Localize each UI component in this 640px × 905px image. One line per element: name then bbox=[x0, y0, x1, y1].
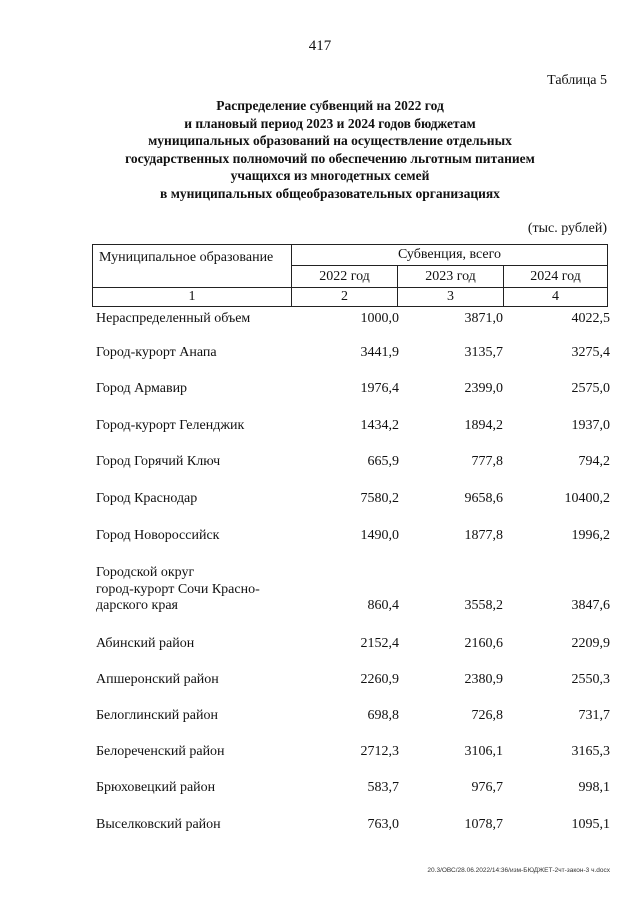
name-line: Город Новороссийск bbox=[96, 528, 220, 543]
value-2022: 1000,0 bbox=[360, 311, 399, 326]
row-municipality-name bbox=[96, 672, 219, 689]
value-2023: 777,8 bbox=[471, 454, 503, 469]
row-municipality-name bbox=[96, 708, 218, 725]
value-2023: 3558,2 bbox=[464, 598, 503, 613]
value-2023: 3135,7 bbox=[464, 345, 503, 360]
units-label: (тыс. рублей) bbox=[527, 221, 607, 236]
name-line: Апшеронский район bbox=[96, 672, 219, 687]
row-municipality-name bbox=[96, 636, 194, 653]
value-2022: 583,7 bbox=[367, 780, 399, 795]
value-2024: 2575,0 bbox=[571, 381, 610, 396]
title-line: государственных полномочий по обеспечению льготным питанием bbox=[125, 150, 535, 166]
value-2024: 3165,3 bbox=[571, 744, 610, 759]
header-column-number: 1 bbox=[92, 287, 292, 307]
row-municipality-name bbox=[96, 491, 197, 508]
value-2022: 2712,3 bbox=[360, 744, 399, 759]
value-2024: 731,7 bbox=[578, 708, 610, 723]
header-column-number: 4 bbox=[503, 287, 608, 307]
value-2023: 1877,8 bbox=[464, 528, 503, 543]
value-2024: 1937,0 bbox=[571, 418, 610, 433]
name-line: Городской округ bbox=[96, 565, 195, 580]
value-2023: 3871,0 bbox=[464, 311, 503, 326]
title-line: в муниципальных общеобразовательных организациях bbox=[160, 185, 500, 201]
name-line: Город-курорт Геленджик bbox=[96, 418, 245, 433]
name-line: Город Горячий Ключ bbox=[96, 454, 221, 469]
value-2024: 3275,4 bbox=[571, 345, 610, 360]
name-line: Белоглинский район bbox=[96, 708, 218, 723]
header-subvention-total: Субвенция, всего bbox=[291, 244, 608, 266]
row-municipality-name bbox=[96, 345, 217, 362]
row-municipality-name bbox=[96, 817, 221, 834]
name-line: город-курорт Сочи Красно- bbox=[96, 581, 260, 597]
value-2023: 726,8 bbox=[471, 708, 503, 723]
page-number: 417 bbox=[308, 38, 332, 54]
row-municipality-name bbox=[96, 454, 220, 471]
value-2022: 3441,9 bbox=[360, 345, 399, 360]
value-2024: 2550,3 bbox=[571, 672, 610, 687]
row-municipality-name bbox=[96, 528, 219, 545]
value-2024: 10400,2 bbox=[564, 491, 610, 506]
value-2022: 2152,4 bbox=[360, 636, 399, 651]
value-2023: 2160,6 bbox=[464, 636, 503, 651]
document-footer: 20.3/ОВС/28.06.2022/14:36/изм-БЮДЖЕТ-2чт-закон-3 ч.docx bbox=[427, 867, 610, 874]
value-2022: 2260,9 bbox=[360, 672, 399, 687]
header-column-number: 3 bbox=[397, 287, 504, 307]
row-municipality-name bbox=[96, 418, 244, 435]
name-line: Белореченский район bbox=[96, 744, 225, 759]
value-2024: 1095,1 bbox=[571, 817, 610, 832]
header-year-2024: 2024 год bbox=[503, 265, 608, 288]
value-2022: 1976,4 bbox=[360, 381, 399, 396]
value-2024: 2209,9 bbox=[571, 636, 610, 651]
value-2022: 698,8 bbox=[367, 708, 399, 723]
name-line: Город Краснодар bbox=[96, 491, 198, 506]
title-line: и плановый период 2023 и 2024 годов бюджетам bbox=[184, 115, 476, 131]
name-line: Нераспределенный объем bbox=[96, 311, 251, 326]
value-2024: 1996,2 bbox=[571, 528, 610, 543]
title-line: учащихся из многодетных семей bbox=[230, 168, 430, 184]
row-municipality-name bbox=[96, 381, 187, 398]
header-column-number: 2 bbox=[291, 287, 398, 307]
name-line: Брюховецкий район bbox=[96, 780, 216, 795]
value-2024: 998,1 bbox=[578, 780, 610, 795]
value-2022: 860,4 bbox=[367, 598, 399, 613]
name-line: Город Армавир bbox=[96, 381, 188, 396]
name-line: дарского края bbox=[96, 598, 178, 613]
value-2022: 1490,0 bbox=[360, 528, 399, 543]
row-municipality-name bbox=[96, 780, 215, 797]
value-2024: 794,2 bbox=[578, 454, 610, 469]
row-municipality-name bbox=[96, 744, 225, 761]
table-label: Таблица 5 bbox=[547, 73, 607, 88]
name-line: Выселковский район bbox=[96, 817, 221, 832]
value-2023: 9658,6 bbox=[464, 491, 503, 506]
value-2023: 2399,0 bbox=[464, 381, 503, 396]
title-line: Распределение субвенций на 2022 год bbox=[216, 98, 444, 113]
value-2022: 7580,2 bbox=[360, 491, 399, 506]
value-2023: 1894,2 bbox=[464, 418, 503, 433]
value-2023: 3106,1 bbox=[464, 744, 503, 759]
row-municipality-name bbox=[96, 311, 250, 328]
value-2023: 976,7 bbox=[471, 780, 503, 795]
row-municipality-name bbox=[96, 565, 260, 615]
header-year-2023: 2023 год bbox=[397, 265, 504, 288]
header-municipality: Муниципальное образование bbox=[92, 244, 292, 288]
value-2022: 763,0 bbox=[367, 817, 399, 832]
value-2024: 4022,5 bbox=[571, 311, 610, 326]
title-line: муниципальных образований на осуществление отдельных bbox=[148, 133, 512, 149]
value-2022: 1434,2 bbox=[360, 418, 399, 433]
value-2023: 2380,9 bbox=[464, 672, 503, 687]
name-line: Абинский район bbox=[96, 636, 195, 651]
value-2023: 1078,7 bbox=[464, 817, 503, 832]
header-year-2022: 2022 год bbox=[291, 265, 398, 288]
value-2024: 3847,6 bbox=[571, 598, 610, 613]
value-2022: 665,9 bbox=[367, 454, 399, 469]
name-line: Город-курорт Анапа bbox=[96, 345, 217, 360]
